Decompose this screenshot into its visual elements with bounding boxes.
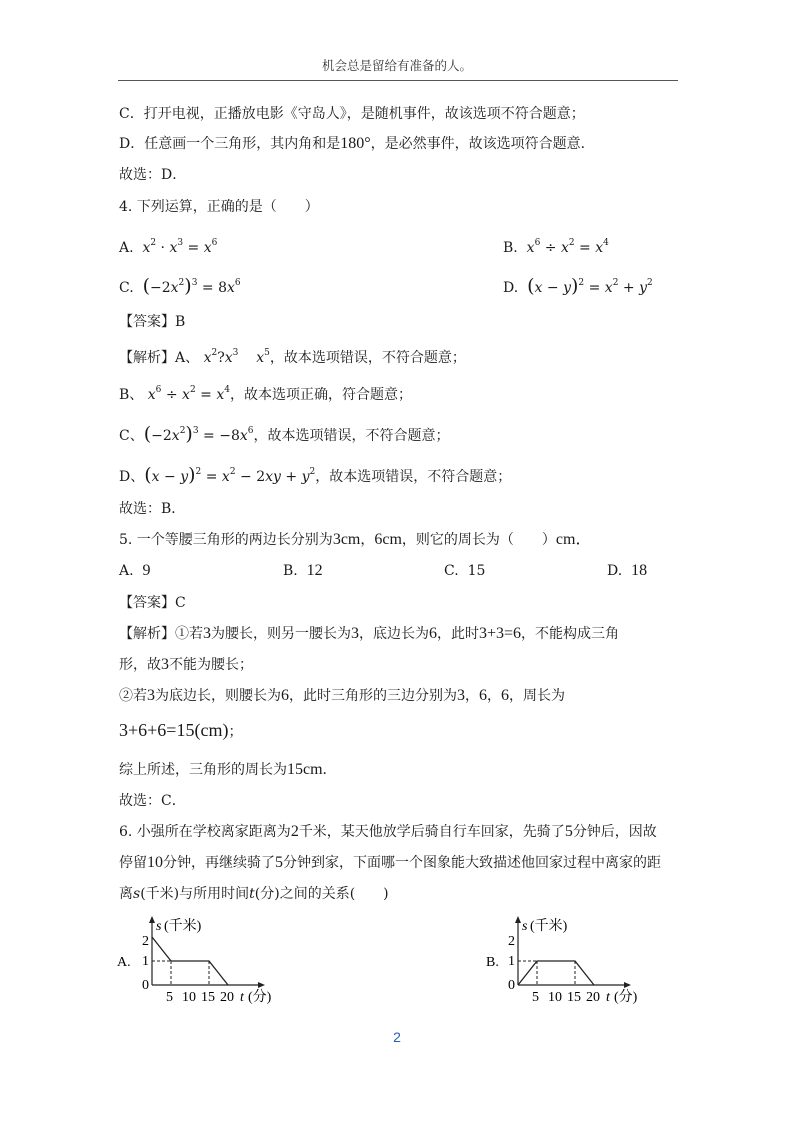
graph-b-ytick-1: 1 xyxy=(508,954,515,969)
q5-a2-side-2: 6 xyxy=(479,687,487,704)
q5-a1-num-2: 3 xyxy=(351,625,359,642)
q5-a-label: A. xyxy=(119,563,134,579)
q5-analysis-2 xyxy=(119,686,565,706)
q4-analysis-c: C、$(-2x^2)^3 = -8x^6$，故本选项错误，不符合题意； xyxy=(119,423,450,445)
q6-l1-text: 6. 小强所在学校离家距离为 xyxy=(119,824,291,840)
q6-l1-num-2: 5 xyxy=(564,823,573,840)
graph-a-xtick-20: 20 xyxy=(220,990,234,1004)
q5-a2-num-2: 6 xyxy=(281,687,289,704)
q5-a2-text: ②若 xyxy=(119,688,147,704)
q4-analysis-b: B、 $x^6 \div x^2 = x^4$，故本选项正确，符合题意； xyxy=(119,385,412,403)
graph-b-path xyxy=(518,961,594,985)
q5-a2-end: ； xyxy=(228,724,243,740)
graph-b-xtick-15: 15 xyxy=(567,990,581,1004)
graph-a-xtick-15: 15 xyxy=(201,990,215,1004)
q5-b-label: B. xyxy=(283,563,298,579)
q6-l3-text-2: (千米)与所用时间 xyxy=(140,886,250,902)
q5-a2-sep-1: ， xyxy=(465,688,479,704)
q5-d-label: D. xyxy=(607,563,623,579)
q5-a1c-text-2: 不能为腰长； xyxy=(169,657,253,673)
q6-l3-text-3: (分)之间的关系( ) xyxy=(254,886,389,902)
q5-a2-text-2: 为底边长，则腰长为 xyxy=(155,688,281,704)
q5-option-b xyxy=(283,561,323,581)
q5-summary-value: 15cm xyxy=(287,761,323,778)
graph-a-y-unit: (千米) xyxy=(164,919,202,934)
prev-d-text-end: ，是必然事件，故该选项符合题意． xyxy=(370,136,595,152)
q6-l2-num-2: 5 xyxy=(275,854,283,871)
q4-analysis-b-label: B、 xyxy=(119,387,144,403)
q5-length-1: 3cm xyxy=(332,531,361,548)
q5-answer: 【答案】C xyxy=(119,595,186,611)
q4-option-a: A. $x^2 \cdot x^3 = x^6$ xyxy=(119,238,218,256)
graph-a-ytick-2: 2 xyxy=(142,934,149,949)
q6-stem-line-3 xyxy=(119,884,389,904)
q6-l3-var-t: t xyxy=(249,886,255,902)
q5-stem-text: 5. 一个等腰三角形的两边长分别为 xyxy=(119,532,333,548)
q6-graph-a xyxy=(115,912,285,1004)
q5-choose: 故选：C． xyxy=(119,793,186,809)
q5-analysis-1 xyxy=(119,624,619,644)
q4-c-label: C. xyxy=(119,280,134,296)
prev-d-angle: 180° xyxy=(340,135,371,152)
q5-a2-text-4: ，周长为 xyxy=(509,688,565,704)
q5-a2-side-3: 6 xyxy=(501,687,509,704)
graph-b-origin: 0 xyxy=(508,978,515,993)
q5-a2-num: 3 xyxy=(147,687,155,704)
q5-c-label: C. xyxy=(444,563,459,579)
graph-b-x-name: t xyxy=(606,990,610,1004)
q6-l1-num: 2 xyxy=(290,823,299,840)
q6-l3-var-s: s xyxy=(133,886,141,902)
q6-l1-text-3: 分钟后，因故 xyxy=(572,824,657,840)
q5-perimeter-equation: 3+6+6=15(cm) xyxy=(119,720,229,740)
q4-analysis-d-label: D、 xyxy=(119,469,145,485)
header-rule xyxy=(118,80,678,81)
q5-a-value: 9 xyxy=(142,562,151,579)
graph-a-x-arrow xyxy=(258,982,265,988)
graph-a-label: A. xyxy=(117,955,131,970)
graph-b-y-arrow xyxy=(515,916,521,923)
graph-a-origin: 0 xyxy=(142,978,149,993)
q5-c-value: 15 xyxy=(467,563,486,579)
q4-analysis-a: 【解析】A、 $x^2?x^3$ $x^5$，故本选项错误，不符合题意； xyxy=(119,348,466,366)
q5-stem xyxy=(119,530,591,550)
q6-stem-line-2 xyxy=(119,853,661,873)
graph-b-y-unit: (千米) xyxy=(530,919,568,934)
q6-l1-text-2: 千米，某天他放学后骑自行车回家，先骑了 xyxy=(298,824,565,840)
q5-a1-equation: 3+3=6 xyxy=(479,625,522,642)
graph-a-y-name: s xyxy=(156,919,162,934)
q6-l2-num: 10 xyxy=(147,854,163,871)
q5-a1-text: 【解析】①若 xyxy=(119,626,203,642)
q5-analysis-2-equation xyxy=(119,720,242,742)
q5-a1c-text: 形，故 xyxy=(119,657,161,673)
q5-analysis-1-cont xyxy=(119,655,253,675)
graph-b-x-arrow xyxy=(624,982,631,988)
q5-sep: ， xyxy=(360,532,375,548)
q5-a1-text-2: 为腰长，则另一腰长为 xyxy=(211,626,351,642)
q4-option-d: D. $(x - y)^2 = x^2 + y^2$ xyxy=(503,275,653,297)
q5-summary-end: ． xyxy=(322,762,337,778)
q4-b-label: B. xyxy=(503,240,518,256)
q5-a2-side-1: 3 xyxy=(457,687,465,704)
q4-choose: 故选：B． xyxy=(119,501,186,517)
q4-analysis-a-text: ，故本选项错误，不符合题意； xyxy=(269,350,466,366)
graph-a-x-unit: (分) xyxy=(248,990,272,1004)
q4-analysis-c-label: C、 xyxy=(119,428,144,444)
q6-l2-text-3: 分钟到家，下面哪一个图象能大致描述他回家过程中离家的距 xyxy=(283,855,661,871)
q5-a2-text-3: ，此时三角形的三边分别为 xyxy=(289,688,457,704)
q4-answer: 【答案】B xyxy=(119,314,186,330)
q5-summary-text: 综上所述，三角形的周长为 xyxy=(119,762,287,778)
graph-b-xtick-5: 5 xyxy=(532,990,539,1004)
q6-l3-text: 离 xyxy=(119,886,133,902)
graph-a-x-name: t xyxy=(240,990,244,1004)
q5-length-2: 6cm xyxy=(374,531,402,548)
graph-b-ytick-2: 2 xyxy=(508,934,515,949)
q5-b-value: 12 xyxy=(306,562,323,579)
graph-b-x-unit: (分) xyxy=(614,990,638,1004)
q5-unit: cm． xyxy=(555,531,592,548)
q4-analysis-d: D、$(x - y)^2 = x^2 - 2xy + y^2$，故本选项错误，不符合题意； xyxy=(119,464,512,486)
prev-choose: 故选：D． xyxy=(119,167,187,183)
q6-graph-b xyxy=(482,912,652,1004)
q4-analysis-b-text: ，故本选项正确，符合题意； xyxy=(229,387,412,403)
graph-a-xtick-10: 10 xyxy=(182,990,196,1004)
q5-a1-text-4: ，此时 xyxy=(437,626,479,642)
prev-option-d-analysis xyxy=(119,134,595,154)
q5-option-d xyxy=(607,561,647,581)
q4-analysis-garbled-operator: ? xyxy=(217,350,225,366)
prev-d-text: D．任意画一个三角形，其内角和是 xyxy=(119,136,341,152)
q4-option-b: B. $x^6 \div x^2 = x^4$ xyxy=(503,238,609,256)
q5-summary xyxy=(119,760,337,780)
graph-b-label: B. xyxy=(486,955,499,970)
q5-stem-text-2: ，则它的周长为（ ） xyxy=(401,532,556,548)
prev-option-c-analysis: C．打开电视，正播放电影《守岛人》，是随机事件，故该选项不符合题意； xyxy=(119,106,585,122)
graph-b-xtick-10: 10 xyxy=(548,990,562,1004)
q5-a1-text-5: ，不能构成三角 xyxy=(521,626,620,642)
q6-stem-line-1 xyxy=(119,822,657,842)
page-number: 2 xyxy=(393,1029,401,1045)
page-header-motto: 机会总是留给有准备的人。 xyxy=(321,58,472,73)
graph-a-ytick-1: 1 xyxy=(142,954,149,969)
q6-l2-text: 停留 xyxy=(119,855,147,871)
graph-a-y-arrow xyxy=(149,916,155,923)
q4-d-label: D. xyxy=(503,280,519,296)
q5-a2-sep-2: ， xyxy=(487,688,501,704)
q5-a1-num-3: 6 xyxy=(429,625,437,642)
q4-a-label: A. xyxy=(119,240,134,256)
graph-b-xtick-20: 20 xyxy=(586,990,600,1004)
q6-l2-text-2: 分钟，再继续骑了 xyxy=(163,855,275,871)
graph-a-xtick-5: 5 xyxy=(166,990,173,1004)
graph-b-y-name: s xyxy=(522,919,528,934)
q4-stem: 4. 下列运算，正确的是（ ） xyxy=(119,199,319,215)
q4-analysis-d-text: ，故本选项错误，不符合题意； xyxy=(315,469,512,485)
q4-analysis-c-text: ，故本选项错误，不符合题意； xyxy=(253,428,450,444)
q5-a1c-num: 3 xyxy=(161,656,169,673)
q4-analysis-label: 【解析】A、 xyxy=(119,350,200,366)
q5-a1-num: 3 xyxy=(203,625,211,642)
q5-a1-text-3: ，底边长为 xyxy=(359,626,429,642)
q5-d-value: 18 xyxy=(631,562,648,579)
q5-option-a xyxy=(119,561,150,581)
q5-option-c xyxy=(444,561,485,581)
q4-option-c: C. $(-2x^2)^3 = 8x^6$ xyxy=(119,275,241,297)
